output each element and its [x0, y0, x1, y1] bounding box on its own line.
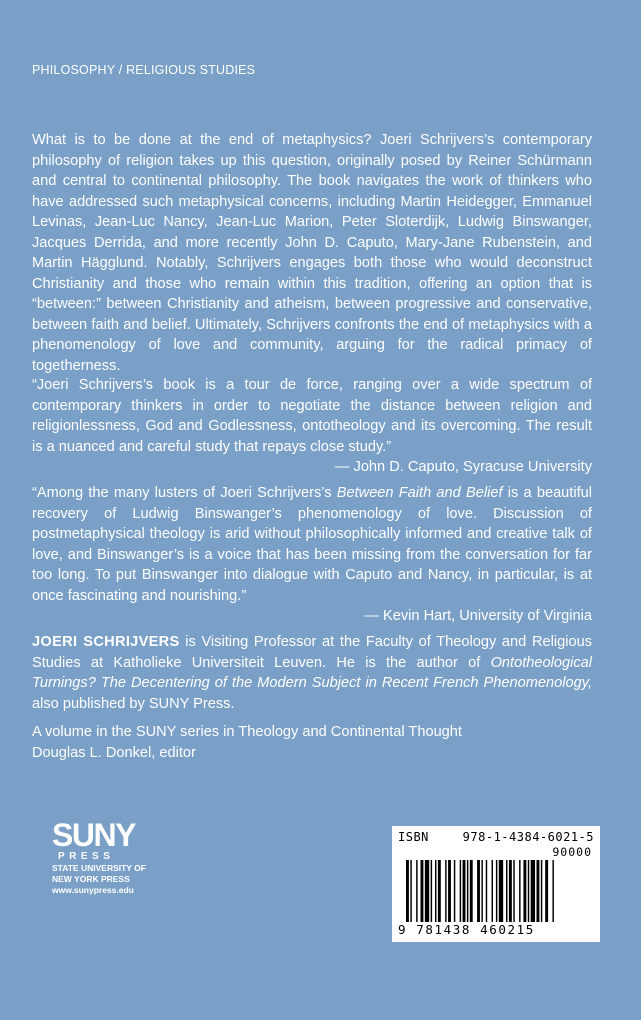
publisher-line-1: STATE UNIVERSITY OF: [52, 863, 146, 873]
barcode-bar: [467, 860, 468, 922]
logo-wordmark: SUNY: [52, 817, 135, 853]
barcode-bar: [509, 860, 512, 922]
barcode-bar: [513, 860, 514, 922]
bio-text: is Visiting Professor at the Faculty of Theology and Religious Studies at Katholieke Universiteit Leuven. He is the author of: [32, 634, 592, 671]
barcode-bar: [477, 860, 480, 922]
author-name: JOERI SCHRIJVERS: [32, 634, 180, 650]
publisher-line-2: NEW YORK PRESS: [52, 874, 130, 884]
barcode-bar: [541, 860, 542, 922]
isbn-barcode: [392, 826, 600, 942]
barcode-bar: [523, 860, 526, 922]
logo-press: PRESS: [58, 851, 115, 862]
isbn-number: 978-1-4384-6021-5: [462, 830, 594, 844]
suny-press-logo: [52, 817, 146, 896]
barcode-bar: [496, 860, 497, 922]
series-editor: Douglas L. Donkel, editor: [32, 744, 196, 761]
barcode-bar: [531, 860, 535, 922]
barcode-bar: [492, 860, 493, 922]
isbn-text: [398, 830, 594, 844]
barcode-bar: [454, 860, 455, 922]
quote-text-start: “Among the many lusters of Joeri Schrijvers’s: [32, 485, 337, 501]
quote-text-end: is a beautiful recovery of Ludwig Binswanger’s phenomenology of love. Discussion of postmetaphysical theology is arid without philosophically informed and creative talk of love, and Binswanger’s is a voice that has been missing from the conversation for far too long. To put Binswanger into dialogue with Caputo and Nancy, in particular, is at once fascinating and nourishing.”: [32, 485, 593, 604]
barcode-bar: [416, 860, 417, 922]
barcode-bar: [435, 860, 436, 922]
barcode-bar: [552, 860, 553, 922]
barcode-bar: [425, 860, 429, 922]
barcode-bar: [528, 860, 529, 922]
review-quote-hart: [32, 483, 592, 627]
barcode-bar: [445, 860, 446, 922]
publisher-website: www.sunypress.edu: [52, 885, 134, 895]
quote-attribution: — Kevin Hart, University of Virginia: [364, 608, 592, 624]
previous-book-title: Ontotheological Turnings? The Decentering of the Modern Subject in Recent French Phenomenology,: [32, 654, 592, 691]
quote-attribution: — John D. Caputo, Syracuse University: [334, 459, 592, 475]
barcode-bar: [431, 860, 432, 922]
author-bio: [32, 632, 592, 714]
barcode-bar: [410, 860, 411, 922]
barcode-bar: [499, 860, 503, 922]
barcode-bar: [448, 860, 451, 922]
quote-book-title: Between Faith and Belief: [336, 485, 503, 501]
series-name: A volume in the SUNY series in Theology and Continental Thought: [32, 724, 462, 740]
barcode-bar: [438, 860, 441, 922]
barcode-bar: [460, 860, 461, 922]
barcode-bar: [506, 860, 507, 922]
category-label: PHILOSOPHY / RELIGIOUS STUDIES: [32, 63, 256, 77]
bio-text-end: also published by SUNY Press.: [32, 695, 235, 712]
barcode-bar: [545, 860, 548, 922]
barcode-bar: [481, 860, 482, 922]
barcode-bar: [470, 860, 473, 922]
book-description: What is to be done at the end of metaphysics? Joeri Schrijvers’s contemporary philosophy of religion takes up this question, originally posed by Reiner Schürmann and central to continental philosophy. The book navigates the work of thinkers who have addressed such metaphysical concerns, including Martin Heidegger, Emmanuel Levinas, Jean-Luc Nancy, Jean-Luc Marion, Peter Sloterdijk, Ludwig Binswanger, Jacques Derrida, and more recently John D. Caputo, Mary-Jane Rubenstein, and Martin Hägglund. Notably, Schrijvers engages both those who would deconstruct Christianity and those who remain within this tradition, offering an option that is “between:” between Christianity and atheism, between progressive and conservative, between faith and belief. Ultimately, Schrijvers confronts the end of metaphysics with a phenomenology of love and community, arguing for the radical primacy of togetherness.: [32, 132, 592, 374]
barcode-bar: [421, 860, 424, 922]
barcode-bar: [486, 860, 487, 922]
barcode-bar: [406, 860, 409, 922]
review-quote-caputo: [32, 375, 592, 478]
ean-digits: 9 781438 460215: [398, 922, 535, 937]
isbn-label: ISBN: [398, 830, 429, 844]
series-info: [32, 722, 592, 763]
price-code: 90000: [552, 845, 592, 859]
barcode-bar: [463, 860, 466, 922]
barcode-bar: [537, 860, 540, 922]
barcode-bar: [519, 860, 520, 922]
barcode-bars: [406, 860, 586, 922]
quote-text: “Joeri Schrijvers’s book is a tour de force, ranging over a wide spectrum of contemporary thinkers in order to negotiate the distance between religion and religionlessness, God and Godlessness, ontotheology and its overcoming. The result is a nuanced and careful study that repays close study.”: [32, 377, 592, 455]
